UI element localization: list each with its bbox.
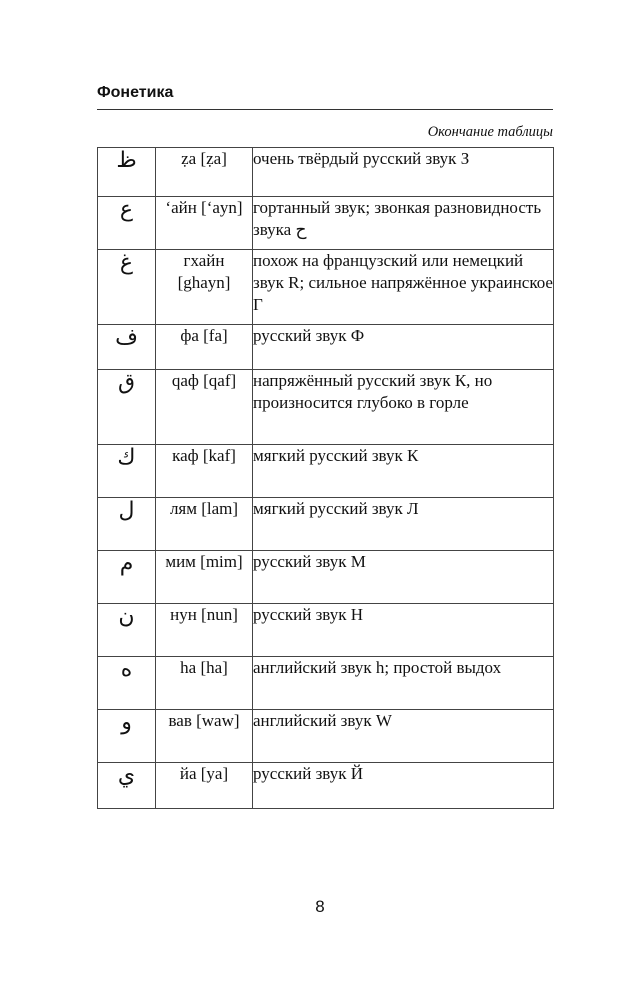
arabic-letter: ك: [98, 445, 156, 498]
letter-name: фа [fa]: [156, 325, 253, 370]
sound-description: похож на французский или немецкий звук R; сильное напряжённое украинское Г: [253, 250, 554, 325]
table-row: [98, 325, 554, 370]
letter-name: ẓa [ẓa]: [156, 148, 253, 197]
alphabet-table: [97, 147, 554, 809]
table-row: [98, 551, 554, 604]
table-row: [98, 148, 554, 197]
table-row: [98, 604, 554, 657]
sound-description: английский звук h; простой выдох: [253, 657, 554, 710]
arabic-letter: ف: [98, 325, 156, 370]
letter-name: йа [ya]: [156, 763, 253, 809]
sound-description: русский звук М: [253, 551, 554, 604]
sound-description: русский звук Н: [253, 604, 554, 657]
arabic-letter: ل: [98, 498, 156, 551]
arabic-letter: ه: [98, 657, 156, 710]
letter-name: ha [ha]: [156, 657, 253, 710]
page-number: 8: [315, 897, 325, 916]
arabic-letter: و: [98, 710, 156, 763]
sound-description: очень твёрдый русский звук З: [253, 148, 554, 197]
table-continuation-caption: Окончание таблицы: [427, 124, 553, 140]
table-row: [98, 710, 554, 763]
arabic-letter: ع: [98, 197, 156, 250]
arabic-letter: م: [98, 551, 156, 604]
sound-description: русский звук Й: [253, 763, 554, 809]
arabic-letter: غ: [98, 250, 156, 325]
letter-name: лям [lam]: [156, 498, 253, 551]
letter-name: гхайн [ghayn]: [156, 250, 253, 325]
arabic-letter: ن: [98, 604, 156, 657]
letter-name: мим [mim]: [156, 551, 253, 604]
section-title: Фонетика: [97, 84, 174, 101]
sound-description: мягкий русский звук Л: [253, 498, 554, 551]
arabic-letter: ظ: [98, 148, 156, 197]
table-row: [98, 250, 554, 325]
letter-name: каф [kaf]: [156, 445, 253, 498]
table-row: [98, 657, 554, 710]
table-row: [98, 370, 554, 445]
table-row: [98, 197, 554, 250]
arabic-letter: ي: [98, 763, 156, 809]
header-divider: [97, 109, 553, 110]
sound-description: английский звук W: [253, 710, 554, 763]
sound-description: гортанный звук; звонкая разновидность звука ح: [253, 197, 554, 250]
table-row: [98, 763, 554, 809]
letter-name: нун [nun]: [156, 604, 253, 657]
table-row: [98, 445, 554, 498]
sound-description: русский звук Ф: [253, 325, 554, 370]
table-row: [98, 498, 554, 551]
letter-name: ‘айн [‘ayn]: [156, 197, 253, 250]
letter-name: qаф [qaf]: [156, 370, 253, 445]
sound-description: напряжённый русский звук К, но произносится глубоко в горле: [253, 370, 554, 445]
letter-name: вав [waw]: [156, 710, 253, 763]
arabic-letter: ق: [98, 370, 156, 445]
sound-description: мягкий русский звук К: [253, 445, 554, 498]
